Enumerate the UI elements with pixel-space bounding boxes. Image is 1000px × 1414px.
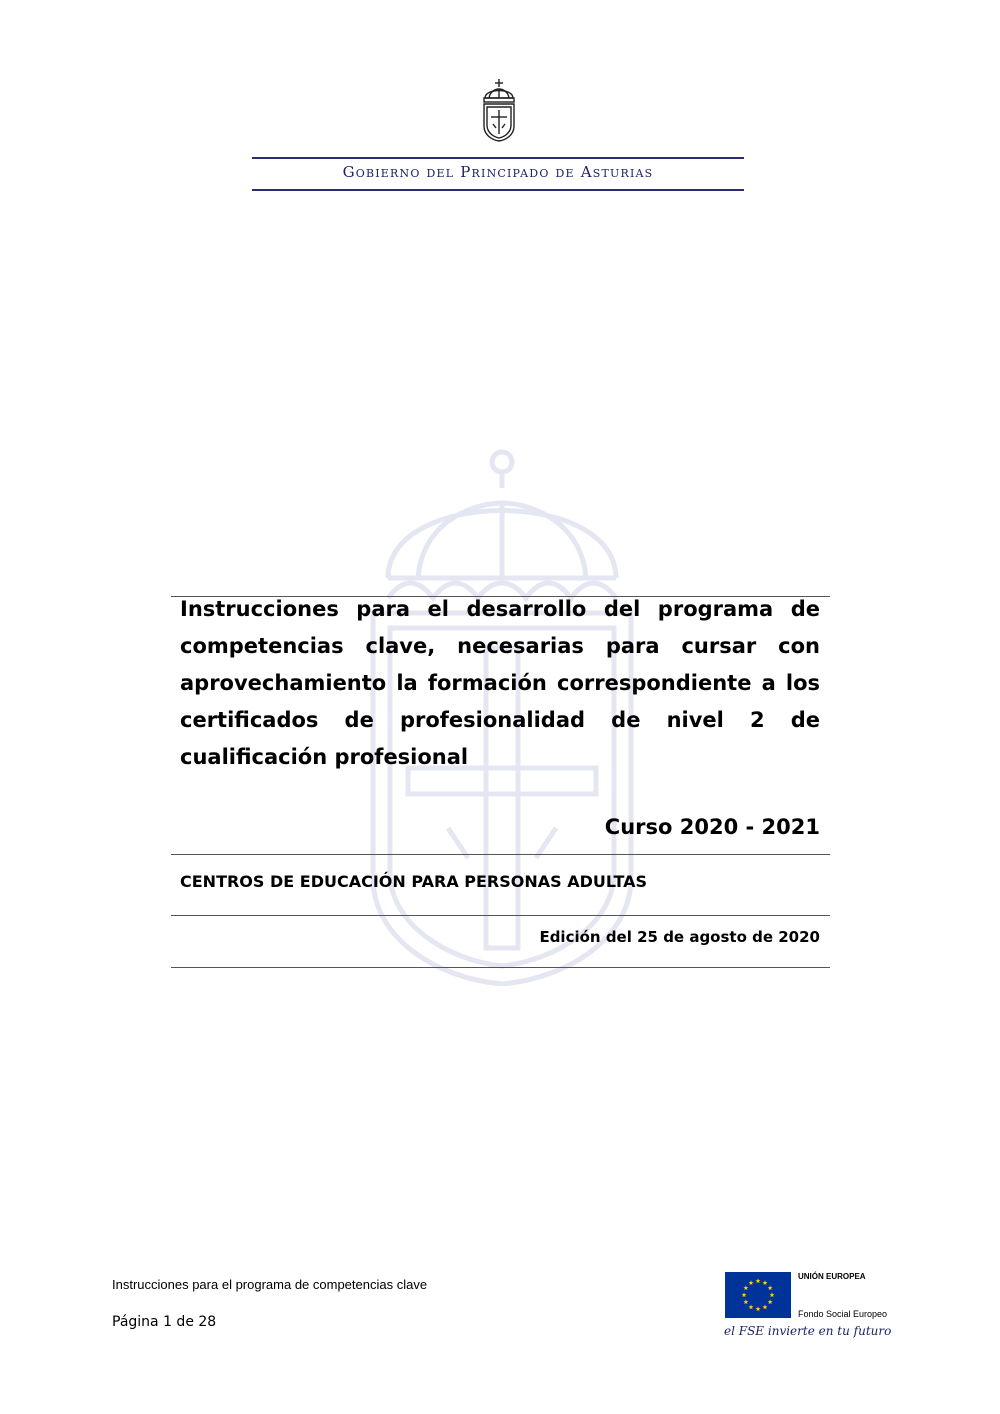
audience-rule xyxy=(171,915,830,916)
header-rule-top xyxy=(252,157,744,159)
target-audience: CENTROS DE EDUCACIÓN PARA PERSONAS ADULTAS xyxy=(180,872,648,891)
eu-slogan: el FSE invierte en tu futuro xyxy=(724,1324,892,1338)
header-rule-bottom xyxy=(252,189,744,191)
footer-document-title: Instrucciones para el programa de competencias clave xyxy=(112,1277,428,1292)
edition-rule xyxy=(171,967,830,968)
eu-flag-icon xyxy=(725,1272,791,1318)
government-name: Gobierno del Principado de Asturias xyxy=(342,163,654,181)
document-title: Instrucciones para el desarrollo del programa de competencias clave, necesarias para cursar con aprovechamiento la formación correspondiente a los certificados de profesionalidad de nivel 2 de cualificación profesional xyxy=(180,597,820,769)
course-year: Curso 2020 - 2021 xyxy=(604,815,820,839)
course-rule xyxy=(171,854,830,855)
eu-fund-label: Fondo Social Europeo xyxy=(798,1309,888,1319)
asturias-crest-icon xyxy=(480,78,518,142)
eu-union-label: UNIÓN EUROPEA xyxy=(798,1272,866,1281)
edition-date: Edición del 25 de agosto de 2020 xyxy=(539,928,820,946)
page-number: Página 1 de 28 xyxy=(112,1314,217,1330)
